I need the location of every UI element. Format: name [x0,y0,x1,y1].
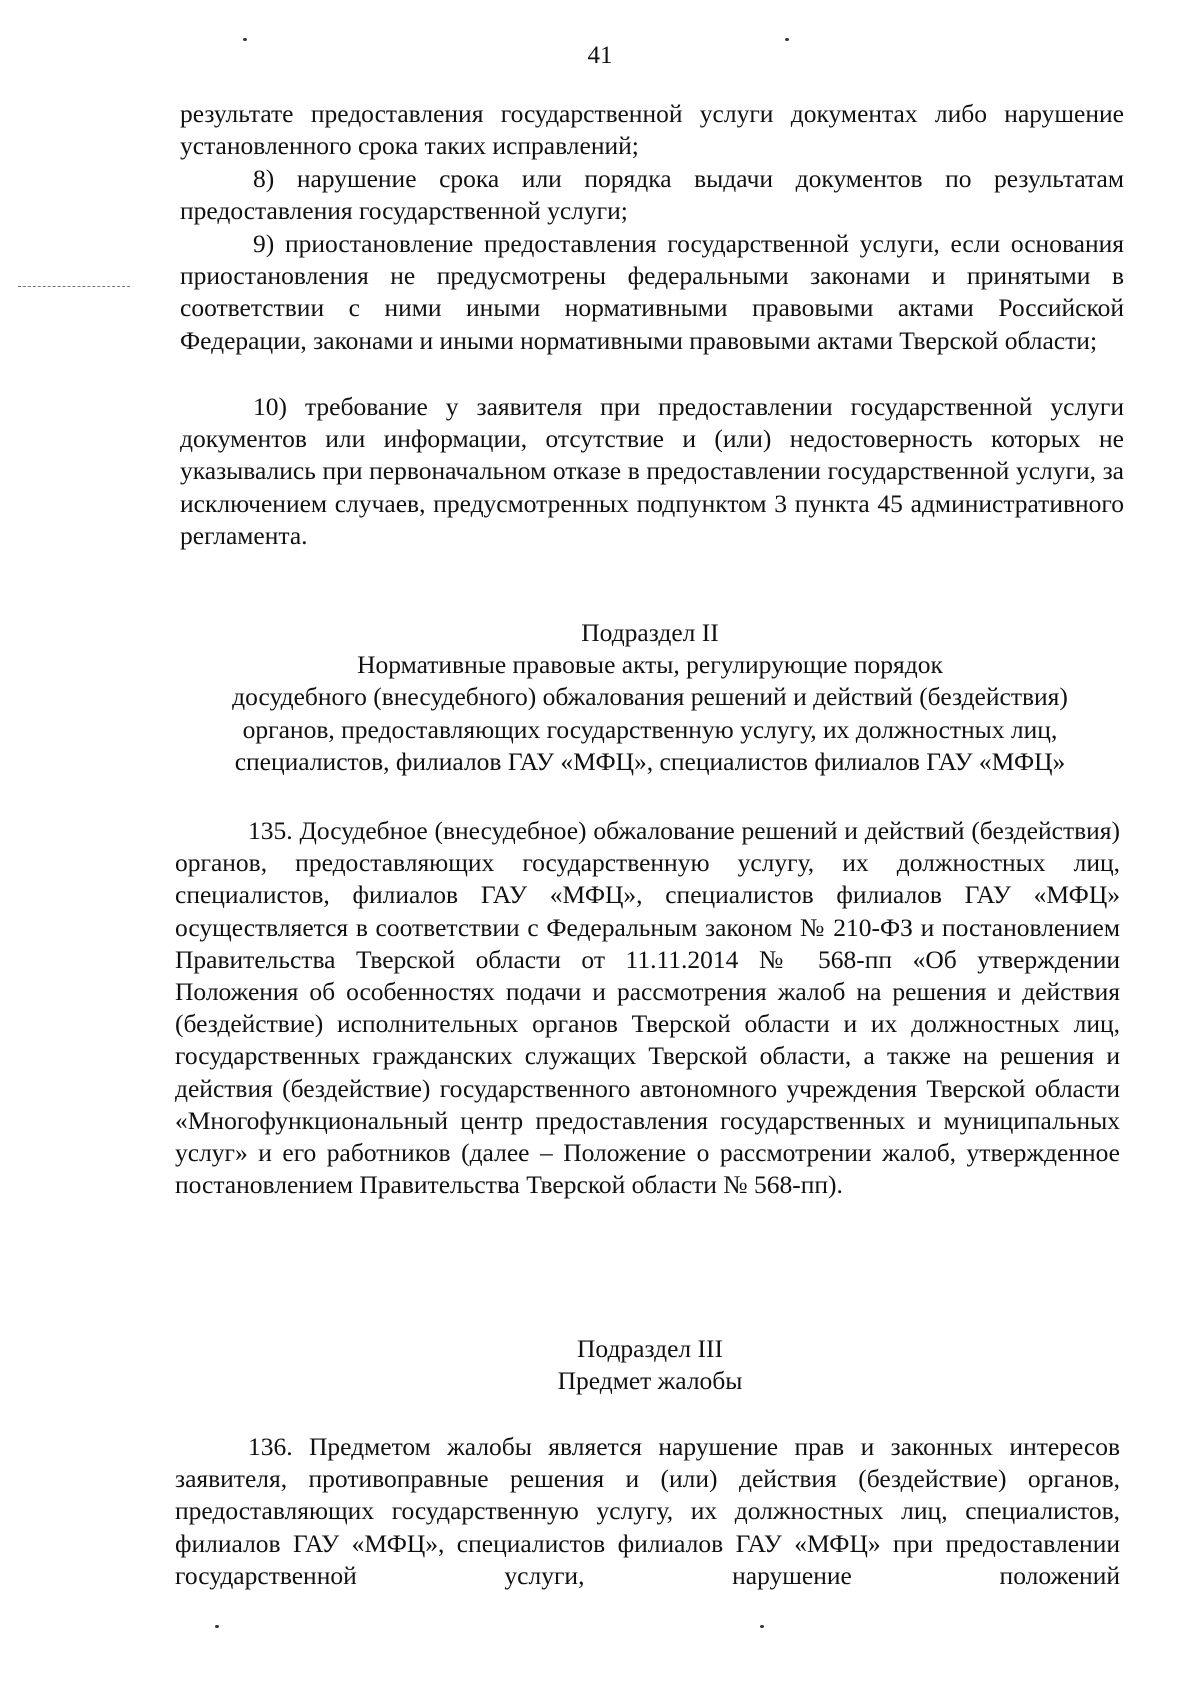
subsection-2-line-2: досудебного (внесудебного) обжалования решений и действий (бездействия) [232,682,1068,712]
subsection-2-line-3: органов, предоставляющих государственную услугу, их должностных лиц, [242,714,1058,744]
paragraph-135: 135. Досудебное (внесудебное) обжалование решений и действий (бездействия) органов, предоставляющих государственную услугу, их должностных лиц, специалистов, филиалов ГАУ «МФЦ», специалистов филиалов ГАУ «МФЦ» осуществляется в соответствии с Федеральным законом № 210-ФЗ и постановлением Правительства Тверской области от 11.11.2014 № 568-пп «Об утверждении Положения об особенностях подачи и рассмотрения жалоб на решения и действия (бездействие) исполнительных органов Тверской области и их должностных лиц, государственных гражданских служащих Тверской области, а также на решения и действия (бездействие) государственного автономного учреждения Тверской области «Многофункциональный центр предоставления государственных и муниципальных услуг» и его работников (далее – Положение о рассмотрении жалоб, утвержденное постановлением Правительства Тверской области № 568-пп). [175,816,1120,1200]
paragraph-item-9: 9) приостановление предоставления государственной услуги, если основания приостановления не предусмотрены федеральными законами и принятыми в соответствии с ними иными нормативными правовыми актами Российской Федерации, законами и иными нормативными правовыми актами Тверской области; [180,229,1124,355]
scan-speck [243,38,247,41]
scan-dash-mark [18,286,130,287]
scan-speck [785,38,789,41]
scan-speck [760,1625,764,1628]
subsection-3-title: Подраздел III [577,1334,723,1363]
subsection-2-line-1: Нормативные правовые акты, регулирующие порядок [357,650,943,680]
subsection-2-title: Подраздел II [581,618,719,647]
paragraph-intro: результате предоставления государственной услуги документах либо нарушение установленного срока таких исправлений; [180,99,1124,161]
paragraph-item-10: 10) требование у заявителя при предоставлении государственной услуги документов или информации, отсутствие и (или) недостоверность которых не указывались при первоначальном отказе в предоставлении государственной услуги, за исключением случаев, предусмотренных подпунктом 3 пункта 45 административного регламента. [180,392,1124,550]
subsection-2-line-4: специалистов, филиалов ГАУ «МФЦ», специалистов филиалов ГАУ «МФЦ» [234,746,1066,776]
subsection-3-line-1: Предмет жалобы [557,1366,743,1396]
subsection-2-heading [150,617,1150,778]
subsection-3-heading [150,1333,1150,1397]
paragraph-item-8: 8) нарушение срока или порядка выдачи документов по результатам предоставления государственной услуги; [180,164,1124,226]
paragraph-136: 136. Предметом жалобы является нарушение прав и законных интересов заявителя, противоправные решения и (или) действия (бездействие) органов, предоставляющих государственную услугу, их должностных лиц, специалистов, филиалов ГАУ «МФЦ», специалистов филиалов ГАУ «МФЦ» при предоставлении государственной услуги, нарушение положений [175,1432,1120,1590]
page-number: 41 [587,42,613,69]
scan-speck [215,1625,219,1628]
